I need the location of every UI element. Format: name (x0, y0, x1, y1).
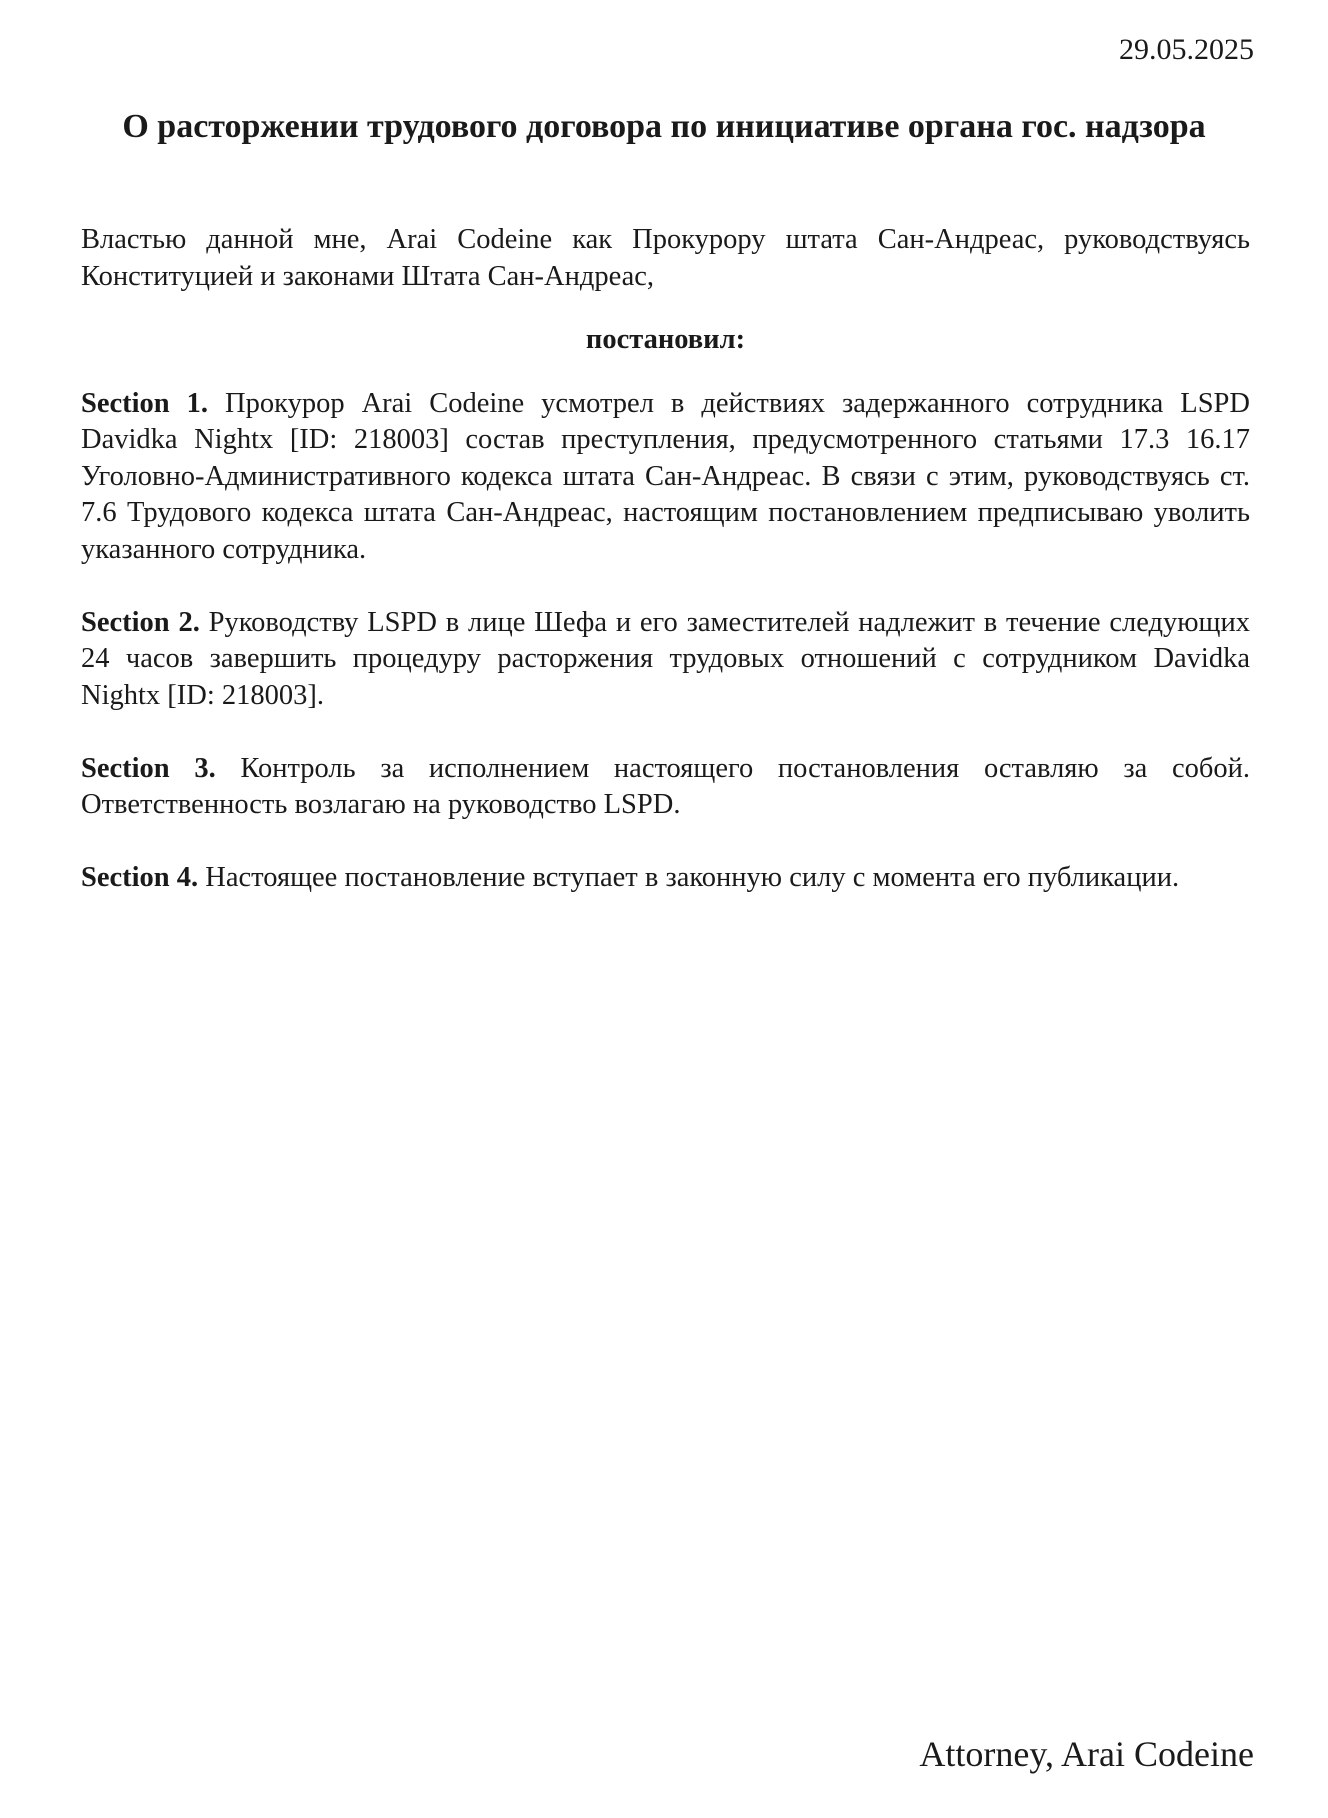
section-text: Настоящее постановление вступает в законную силу с момента его публикации. (205, 862, 1180, 893)
section-label: Section 2. (81, 606, 200, 638)
section-text: Контроль за исполнением настоящего постановления оставляю за собой. Ответственность возлагаю на руководство LSPD. (81, 752, 1250, 820)
section-label: Section 3. (81, 752, 216, 784)
document-date: 29.05.2025 (1119, 33, 1254, 66)
signature: Attorney, Arai Codeine (919, 1734, 1254, 1774)
section-label: Section 4. (81, 862, 199, 893)
section-1 (81, 386, 1250, 569)
section-3 (81, 751, 1250, 824)
document-body (81, 222, 1250, 933)
section-text: Прокурор Arai Codeine усмотрел в действиях задержанного сотрудника LSPD Davidka Nightx [ID: 218003] состав преступления, предусмотренного статьями 17.3 16.17 Уголовно-Административного кодекса штата Сан-Андреас. В связи с этим, руководствуясь ст. 7.6 Трудового кодекса штата Сан-Андреас, настоящим постановлением предписываю уволить указанного сотрудника. (81, 387, 1250, 565)
document-title: О расторжении трудового договора по инициативе органа гос. надзора (122, 108, 1206, 145)
preamble: Властью данной мне, Arai Codeine как Прокурору штата Сан-Андреас, руководствуясь Конституцией и законами Штата Сан-Андреас, (81, 224, 1250, 292)
section-label: Section 1. (81, 387, 209, 419)
section-4 (81, 860, 1250, 897)
section-2 (81, 605, 1250, 715)
section-text: Руководству LSPD в лице Шефа и его заместителей надлежит в течение следующих 24 часов завершить процедуру расторжения трудовых отношений с сотрудником Davidka Nightx [ID: 218003]. (81, 606, 1250, 711)
decree-heading: постановил: (585, 324, 746, 355)
